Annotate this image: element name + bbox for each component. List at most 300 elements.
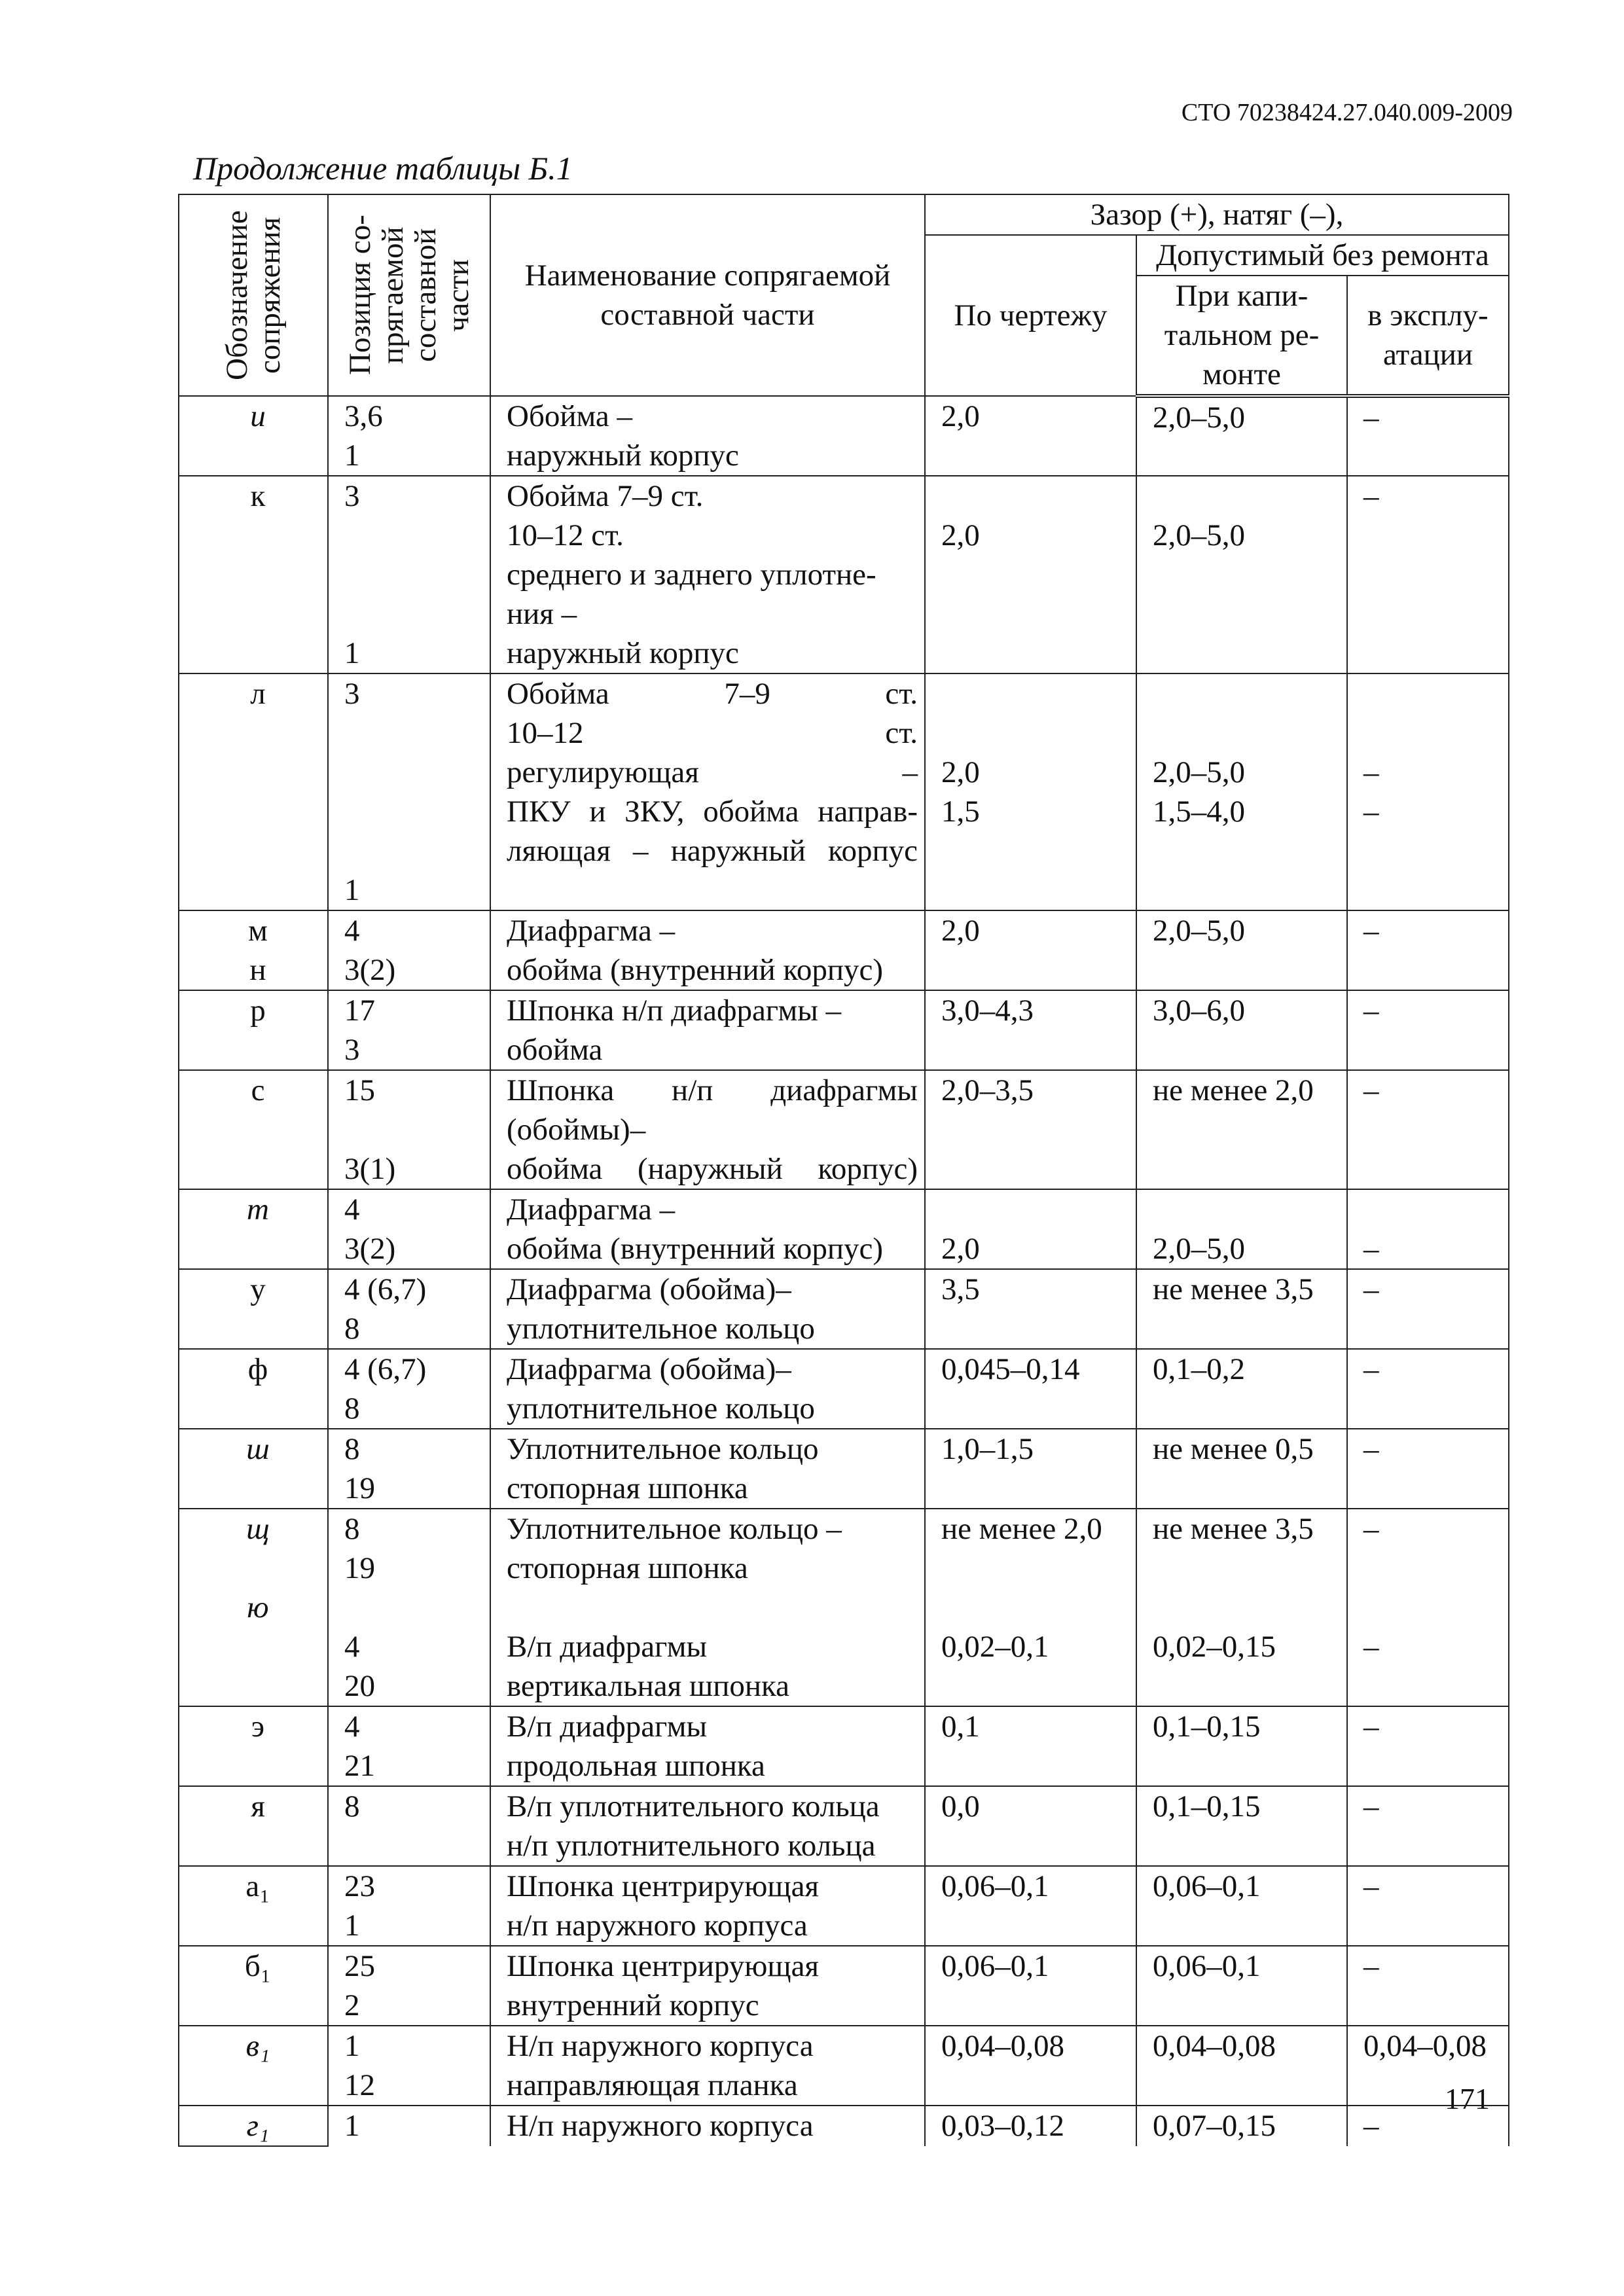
capital-repair-cell: [1136, 910, 1347, 990]
cell-line: 0,06–0,1: [1153, 1949, 1261, 1983]
cell-line: 1,5–4,0: [1153, 795, 1245, 829]
designation-cell: [179, 990, 328, 1070]
cell-line: Обойма 7–9 ст.: [507, 677, 918, 711]
designation-cell: [179, 1509, 328, 1706]
cell-line: уплотнительное кольцо: [507, 1312, 815, 1346]
cell-line: Шпонка н/п диафрагмы –: [507, 994, 842, 1028]
cell-line: –: [1363, 1432, 1379, 1466]
cell-line: [1153, 1588, 1340, 1627]
designation-text: ф: [247, 1352, 268, 1386]
designation-cell: [179, 910, 328, 990]
table-row: [179, 476, 1509, 673]
position-cell: [328, 2026, 490, 2106]
cell-line: 1: [344, 439, 360, 473]
header-gap-group: Зазор (+), натяг (–),: [925, 194, 1509, 235]
operation-cell: [1347, 1706, 1509, 1786]
cell-line: внутренний корпус: [507, 1988, 759, 2022]
table-row: [179, 1786, 1509, 1866]
cell-line: 21: [344, 1749, 375, 1783]
cell-line: 0,07–0,15: [1153, 2109, 1276, 2143]
cell-line: –: [1363, 401, 1379, 435]
part-name-cell: [490, 1866, 925, 1946]
cell-line: Диафрагма (обойма)–: [507, 1352, 791, 1386]
cell-line: 8: [344, 1312, 360, 1346]
designation-cell: [179, 1786, 328, 1866]
position-cell: [328, 910, 490, 990]
by-drawing-cell: [925, 1189, 1136, 1269]
designation-text: б₁: [244, 1949, 272, 1983]
designation-text: к: [250, 479, 266, 513]
cell-line: Диафрагма –: [507, 1193, 676, 1227]
cell-line: [344, 792, 483, 831]
cell-line: 8: [344, 1432, 360, 1466]
cell-line: 0,06–0,1: [941, 1949, 1049, 1983]
cell-line: направляющая планка: [507, 2068, 798, 2102]
cell-line: 0,04–0,08: [1363, 2029, 1487, 2063]
cell-line: Шпонка центрирующая: [507, 1949, 820, 1983]
cell-line: [344, 1110, 483, 1149]
cell-line: [344, 594, 483, 634]
cell-line: обойма: [507, 1033, 603, 1067]
cell-line: 3(1): [344, 1152, 396, 1186]
table-row: [179, 1509, 1509, 1706]
cell-line: 0,1–0,15: [1153, 1789, 1261, 1823]
cell-line: 4: [344, 1710, 360, 1744]
cell-line: [941, 713, 1129, 753]
cell-line: 2,0: [941, 518, 980, 552]
by-drawing-cell: [925, 396, 1136, 476]
cell-line: стопорная шпонка: [507, 1551, 748, 1585]
cell-line: наружный корпус: [507, 636, 739, 670]
by-drawing-cell: [925, 673, 1136, 910]
designation-text: ш: [246, 1432, 270, 1466]
cell-line: 2: [344, 1988, 360, 2022]
cell-line: не менее 2,0: [1153, 1073, 1314, 1107]
cell-line: [1363, 674, 1502, 713]
cell-line: 4: [344, 1630, 360, 1664]
table-row: [179, 1706, 1509, 1786]
designation-text: р: [250, 994, 266, 1028]
cell-line: 8: [344, 1391, 360, 1426]
designation-text: с: [251, 1073, 265, 1107]
operation-cell: [1347, 1509, 1509, 1706]
designation-text: э: [251, 1710, 265, 1744]
cell-line: Диафрагма –: [507, 914, 676, 948]
part-name-cell: [490, 476, 925, 673]
table-row: [179, 910, 1509, 990]
designation-cell: [179, 673, 328, 910]
position-cell: [328, 1269, 490, 1349]
part-name-cell: [490, 1946, 925, 2026]
header-allowed-group: Допустимый без ремонта: [1136, 235, 1509, 276]
cell-line: н/п уплотнительного кольца: [507, 1829, 876, 1863]
cell-line: регулирующая –: [507, 755, 918, 789]
cell-line: 1: [344, 2109, 360, 2143]
cell-line: ния –: [507, 597, 577, 631]
designation-text: [195, 1549, 321, 1588]
cell-line: 0,02–0,15: [1153, 1630, 1276, 1664]
cell-line: [1363, 1588, 1502, 1627]
cell-line: 0,1: [941, 1710, 980, 1744]
cell-line: –: [1363, 1352, 1379, 1386]
designation-cell: [179, 1866, 328, 1946]
cell-line: 10–12 ст.: [507, 518, 624, 552]
part-name-cell: [490, 1509, 925, 1706]
cell-line: 1: [344, 636, 360, 670]
designation-cell: [179, 1429, 328, 1509]
cell-line: [1153, 713, 1340, 753]
cell-line: 15: [344, 1073, 375, 1107]
cell-line: 2,0–5,0: [1153, 1232, 1245, 1266]
cell-line: 2,0–5,0: [1153, 755, 1245, 789]
table-row: [179, 1269, 1509, 1349]
designation-cell: [179, 1706, 328, 1786]
cell-line: –: [1363, 2109, 1379, 2143]
position-cell: [328, 1866, 490, 1946]
table-caption: Продолжение таблицы Б.1: [193, 150, 573, 187]
cell-line: 19: [344, 1551, 375, 1585]
by-drawing-cell: [925, 2106, 1136, 2146]
cell-line: 0,0: [941, 1789, 980, 1823]
position-cell: [328, 396, 490, 476]
capital-repair-cell: [1136, 1509, 1347, 1706]
cell-line: 2,0–5,0: [1153, 518, 1245, 552]
cell-line: 3,5: [941, 1272, 980, 1306]
page-number: 171: [1445, 2082, 1490, 2115]
by-drawing-cell: [925, 1866, 1136, 1946]
designation-text: а₁: [245, 1869, 270, 1903]
cell-line: [1153, 1549, 1340, 1588]
cell-line: 2,0–5,0: [1153, 401, 1245, 435]
cell-line: 20: [344, 1669, 375, 1703]
designation-text: в₁: [245, 2029, 270, 2063]
part-name-cell: [490, 1706, 925, 1786]
cell-line: 0,03–0,12: [941, 2109, 1064, 2143]
position-cell: [328, 1509, 490, 1706]
cell-line: [344, 555, 483, 594]
header-operation: в эксплу- атации: [1347, 276, 1509, 396]
cell-line: 2,0: [941, 755, 980, 789]
cell-line: [344, 1588, 483, 1627]
cell-line: Уплотнительное кольцо: [507, 1432, 819, 1466]
table-header: [179, 194, 1509, 396]
part-name-cell: [490, 2026, 925, 2106]
position-cell: [328, 673, 490, 910]
position-cell: [328, 1349, 490, 1429]
cell-line: Обойма –: [507, 399, 633, 433]
capital-repair-cell: [1136, 1946, 1347, 2026]
part-name-cell: [490, 990, 925, 1070]
cell-line: н/п наружного корпуса: [507, 1909, 808, 1943]
operation-cell: [1347, 476, 1509, 673]
cell-line: обойма (внутренний корпус): [507, 1232, 884, 1266]
table-row: [179, 1349, 1509, 1429]
clearance-table: [178, 194, 1509, 2147]
cell-line: 1,0–1,5: [941, 1432, 1034, 1466]
header-designation: Обозначение сопряжения: [179, 194, 328, 396]
part-name-cell: [490, 910, 925, 990]
cell-line: 17: [344, 994, 375, 1028]
header-by-drawing: По чертежу: [925, 235, 1136, 396]
cell-line: не менее 3,5: [1153, 1512, 1314, 1546]
cell-line: –: [1363, 1073, 1379, 1107]
cell-line: вертикальная шпонка: [507, 1669, 789, 1703]
cell-line: 0,06–0,1: [941, 1869, 1049, 1903]
cell-line: Уплотнительное кольцо –: [507, 1512, 842, 1546]
part-name-cell: [490, 1189, 925, 1269]
designation-text: т: [247, 1193, 269, 1227]
cell-line: 1: [344, 2029, 360, 2063]
designation-text: у: [250, 1272, 266, 1306]
capital-repair-cell: [1136, 1706, 1347, 1786]
cell-line: [344, 831, 483, 870]
cell-line: 19: [344, 1471, 375, 1505]
cell-line: среднего и заднего уплотне-: [507, 558, 876, 592]
cell-line: 1: [344, 1909, 360, 1943]
designation-text: г₁: [246, 2109, 270, 2143]
operation-cell: [1347, 673, 1509, 910]
table-row: [179, 1429, 1509, 1509]
cell-line: 4: [344, 1193, 360, 1227]
cell-line: 3,0–6,0: [1153, 994, 1245, 1028]
cell-line: В/п диафрагмы: [507, 1630, 708, 1664]
cell-line: 10–12 ст.: [507, 716, 918, 750]
capital-repair-cell: [1136, 476, 1347, 673]
position-cell: [328, 1189, 490, 1269]
cell-line: [1363, 1549, 1502, 1588]
cell-line: –: [1363, 755, 1379, 789]
cell-line: 23: [344, 1869, 375, 1903]
cell-line: –: [1363, 914, 1379, 948]
cell-line: 0,045–0,14: [941, 1352, 1080, 1386]
cell-line: 2,0: [941, 1232, 980, 1266]
operation-cell: [1347, 990, 1509, 1070]
capital-repair-cell: [1136, 1786, 1347, 1866]
capital-repair-cell: [1136, 1866, 1347, 1946]
table-row: [179, 396, 1509, 476]
cell-line: [941, 1549, 1129, 1588]
by-drawing-cell: [925, 990, 1136, 1070]
position-cell: [328, 1946, 490, 2026]
by-drawing-cell: [925, 1509, 1136, 1706]
cell-line: В/п диафрагмы: [507, 1710, 708, 1744]
designation-cell: [179, 1269, 328, 1349]
header-part-name: Наименование сопрягаемой составной части: [490, 194, 925, 396]
designation-cell: [179, 2026, 328, 2106]
cell-line: [344, 713, 483, 753]
cell-line: наружный корпус: [507, 439, 739, 473]
cell-line: –: [1363, 994, 1379, 1028]
cell-line: не менее 2,0: [941, 1512, 1102, 1546]
designation-text: л: [250, 677, 266, 711]
cell-line: не менее 0,5: [1153, 1432, 1314, 1466]
operation-cell: [1347, 1429, 1509, 1509]
cell-line: 3(2): [344, 1232, 396, 1266]
cell-line: 3: [344, 677, 360, 711]
cell-line: 4: [344, 914, 360, 948]
capital-repair-cell: [1136, 1189, 1347, 1269]
cell-line: 3(2): [344, 953, 396, 987]
cell-line: –: [1363, 1789, 1379, 1823]
capital-repair-cell: [1136, 1269, 1347, 1349]
cell-line: –: [1363, 1512, 1379, 1546]
cell-line: 3: [344, 479, 360, 513]
table-row: [179, 1946, 1509, 2026]
document-code: СТО 70238424.27.040.009-2009: [1181, 99, 1513, 126]
designation-text: и: [250, 399, 266, 433]
capital-repair-cell: [1136, 1070, 1347, 1189]
cell-line: [344, 516, 483, 555]
position-cell: [328, 1786, 490, 1866]
position-cell: [328, 990, 490, 1070]
part-name-cell: [490, 1349, 925, 1429]
capital-repair-cell: [1136, 2026, 1347, 2106]
designation-cell: [179, 2106, 328, 2146]
by-drawing-cell: [925, 1786, 1136, 1866]
cell-line: [344, 753, 483, 792]
cell-line: [1363, 713, 1502, 753]
capital-repair-cell: [1136, 990, 1347, 1070]
operation-cell: [1347, 1349, 1509, 1429]
operation-cell: [1347, 396, 1509, 476]
operation-cell: [1347, 1946, 1509, 2026]
cell-line: Н/п наружного корпуса: [507, 2029, 814, 2063]
cell-line: –: [1363, 1949, 1379, 1983]
by-drawing-cell: [925, 1429, 1136, 1509]
cell-line: ПКУ и ЗКУ, обойма направ-: [507, 795, 918, 829]
operation-cell: [1347, 910, 1509, 990]
capital-repair-cell: [1136, 396, 1347, 476]
cell-line: 8: [344, 1789, 360, 1823]
table-row: [179, 1070, 1509, 1189]
by-drawing-cell: [925, 1349, 1136, 1429]
by-drawing-cell: [925, 1070, 1136, 1189]
cell-line: [507, 1588, 918, 1627]
part-name-cell: [490, 673, 925, 910]
cell-line: стопорная шпонка: [507, 1471, 748, 1505]
designation-cell: [179, 396, 328, 476]
table-row: [179, 2026, 1509, 2106]
cell-line: [941, 674, 1129, 713]
designation-text: я: [251, 1789, 265, 1823]
cell-line: 3,0–4,3: [941, 994, 1034, 1028]
cell-line: [941, 1588, 1129, 1627]
header-position: Позиция со- прягаемой составной части: [328, 194, 490, 396]
cell-line: –: [1363, 795, 1379, 829]
table-row: [179, 1189, 1509, 1269]
table-row: [179, 2106, 1509, 2146]
cell-line: –: [1363, 1869, 1379, 1903]
designation-cell: [179, 1070, 328, 1189]
operation-cell: [1347, 1269, 1509, 1349]
header-capital-repair: При капи- тальном ре- монте: [1136, 276, 1347, 396]
designation-cell: [179, 1946, 328, 2026]
cell-line: 4 (6,7): [344, 1272, 427, 1306]
capital-repair-cell: [1136, 1429, 1347, 1509]
cell-line: [941, 476, 1129, 516]
cell-line: [1153, 476, 1340, 516]
cell-line: [941, 1190, 1129, 1229]
cell-line: 2,0: [941, 914, 980, 948]
position-cell: [328, 1706, 490, 1786]
cell-line: [1363, 1190, 1502, 1229]
cell-line: 8: [344, 1512, 360, 1546]
cell-line: [1153, 674, 1340, 713]
cell-line: –: [1363, 1232, 1379, 1266]
designation-cell: [179, 476, 328, 673]
cell-line: не менее 3,5: [1153, 1272, 1314, 1306]
position-cell: [328, 1429, 490, 1509]
capital-repair-cell: [1136, 1349, 1347, 1429]
cell-line: 2,0–5,0: [1153, 914, 1245, 948]
cell-line: 3,6: [344, 399, 383, 433]
cell-line: Шпонка центрирующая: [507, 1869, 820, 1903]
designation-cell: [179, 1189, 328, 1269]
cell-line: Диафрагма (обойма)–: [507, 1272, 791, 1306]
cell-line: [1153, 1190, 1340, 1229]
cell-line: В/п уплотнительного кольца: [507, 1789, 880, 1823]
cell-line: 4 (6,7): [344, 1352, 427, 1386]
operation-cell: [1347, 1866, 1509, 1946]
cell-line: Шпонка н/п диафрагмы: [507, 1073, 918, 1107]
part-name-cell: [490, 1786, 925, 1866]
cell-line: уплотнительное кольцо: [507, 1391, 815, 1426]
table-row: [179, 673, 1509, 910]
cell-line: 0,06–0,1: [1153, 1869, 1261, 1903]
cell-line: –: [1363, 1272, 1379, 1306]
cell-line: 3: [344, 1033, 360, 1067]
cell-line: 25: [344, 1949, 375, 1983]
table-body: [179, 396, 1509, 2146]
part-name-cell: [490, 2106, 925, 2146]
by-drawing-cell: [925, 1946, 1136, 2026]
cell-line: Обойма 7–9 ст.: [507, 479, 704, 513]
part-name-cell: [490, 1429, 925, 1509]
cell-line: (обоймы)–: [507, 1113, 646, 1147]
cell-line: ляющая – наружный корпус: [507, 834, 918, 868]
cell-line: 1: [344, 873, 360, 907]
by-drawing-cell: [925, 2026, 1136, 2106]
part-name-cell: [490, 1269, 925, 1349]
cell-line: 1,5: [941, 795, 980, 829]
table-row: [179, 990, 1509, 1070]
capital-repair-cell: [1136, 673, 1347, 910]
cell-line: –: [1363, 1710, 1379, 1744]
cell-line: 0,1–0,2: [1153, 1352, 1245, 1386]
part-name-cell: [490, 1070, 925, 1189]
by-drawing-cell: [925, 1269, 1136, 1349]
position-cell: [328, 1070, 490, 1189]
cell-line: продольная шпонка: [507, 1749, 765, 1783]
capital-repair-cell: [1136, 2106, 1347, 2146]
cell-line: 0,1–0,15: [1153, 1710, 1261, 1744]
cell-line: –: [1363, 1630, 1379, 1664]
cell-line: 0,04–0,08: [1153, 2029, 1276, 2063]
cell-line: обойма (наружный корпус): [507, 1152, 918, 1186]
designation-text: м: [248, 914, 268, 948]
cell-line: обойма (внутренний корпус): [507, 953, 884, 987]
designation-text: н: [249, 953, 266, 987]
cell-line: 2,0: [941, 399, 980, 433]
operation-cell: [1347, 1070, 1509, 1189]
by-drawing-cell: [925, 910, 1136, 990]
position-cell: [328, 2106, 490, 2146]
cell-line: Н/п наружного корпуса: [507, 2109, 814, 2143]
designation-text: щ: [246, 1512, 270, 1546]
by-drawing-cell: [925, 476, 1136, 673]
operation-cell: [1347, 1786, 1509, 1866]
table-row: [179, 1866, 1509, 1946]
